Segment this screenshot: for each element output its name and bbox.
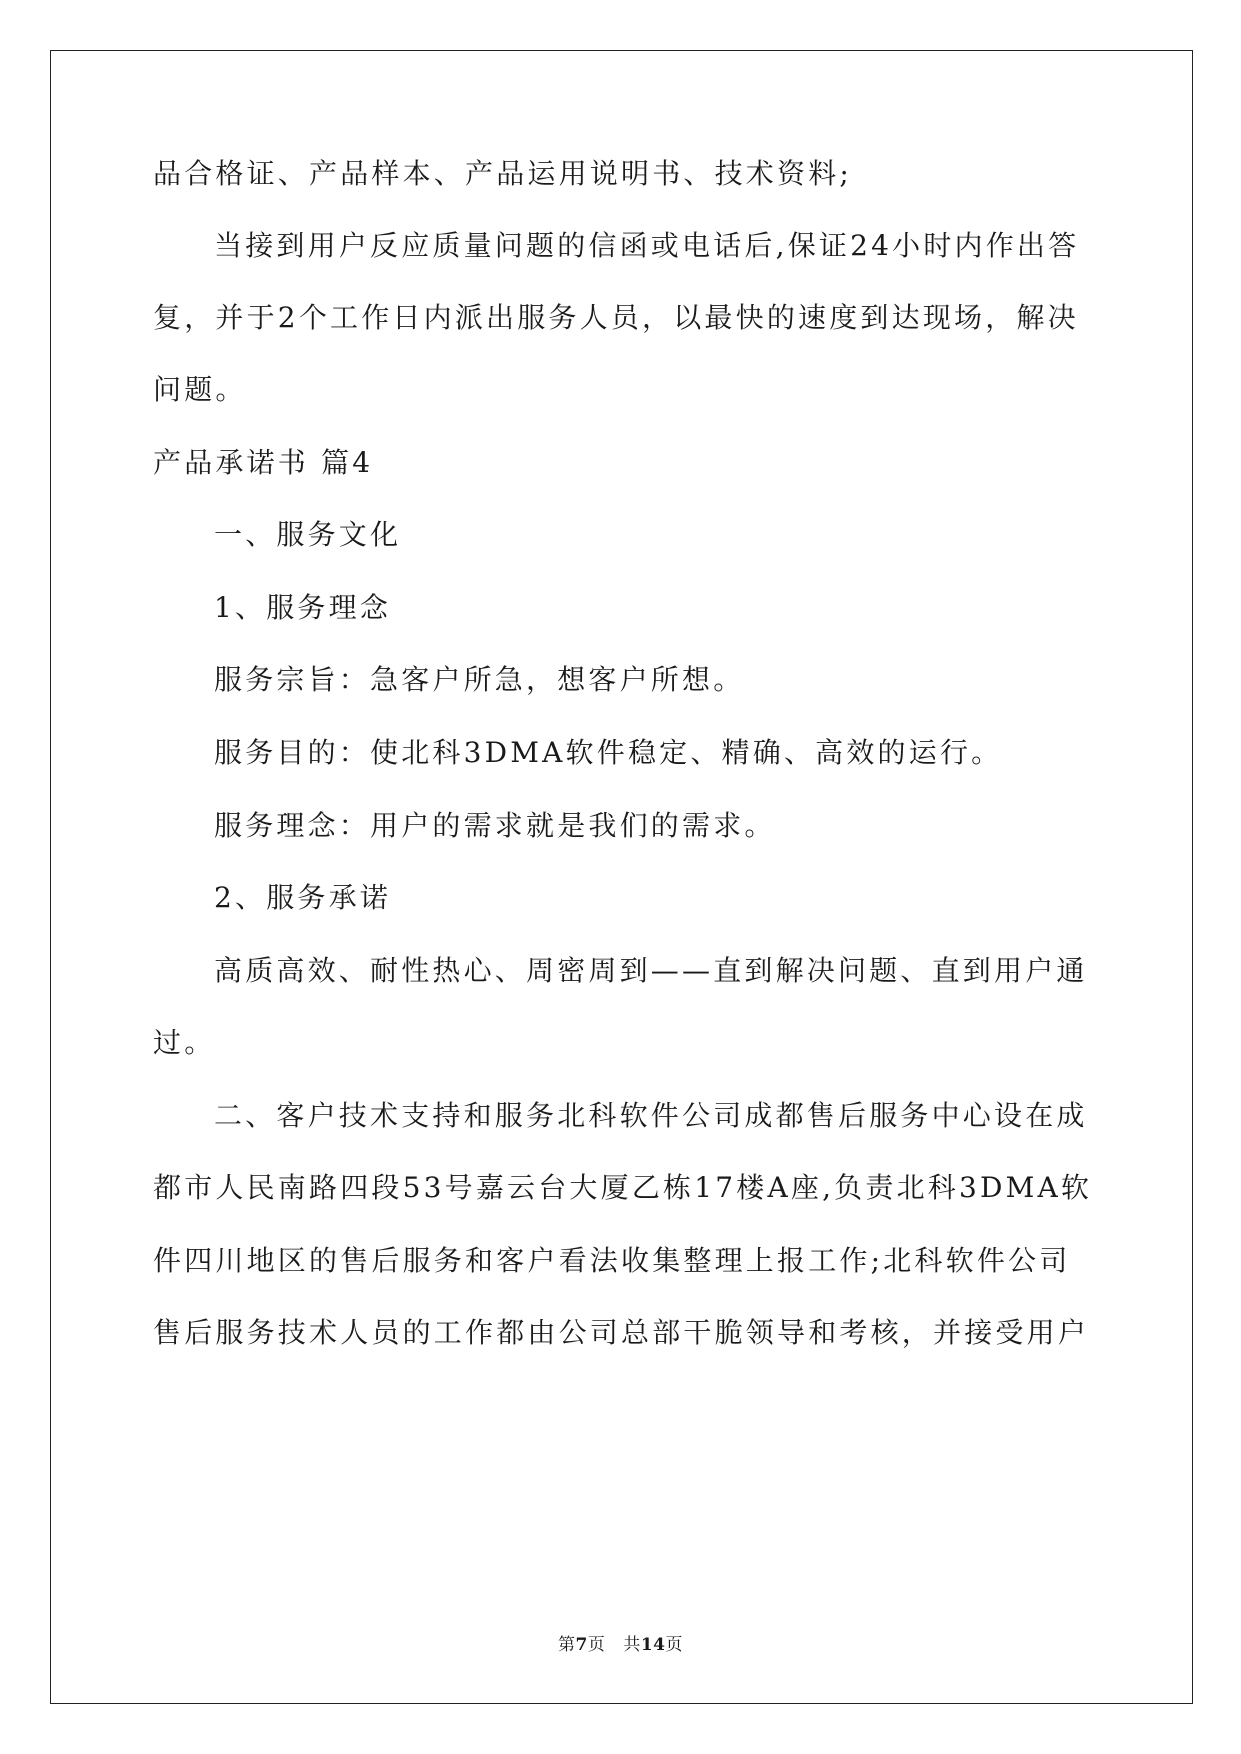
- total-pages: 14: [640, 1635, 666, 1655]
- text-line: 当接到用户反应质量问题的信函或电话后,保证24小时内作出答: [214, 229, 1080, 262]
- text-line: 售后服务技术人员的工作都由公司总部干脆领导和考核，并接受用户: [153, 1316, 1090, 1349]
- page-number: 7: [575, 1635, 588, 1655]
- section-heading: 产品承诺书 篇4: [153, 446, 374, 479]
- page-suffix: 页: [587, 1635, 606, 1655]
- text-line: 二、客户技术支持和服务北科软件公司成都售后服务中心设在成: [214, 1099, 1088, 1132]
- total-suffix: 页: [665, 1635, 683, 1655]
- text-line: 都市人民南路四段53号嘉云台大厦乙栋17楼A座,负责北科3DMA软: [153, 1171, 1093, 1204]
- text-line: 2、服务承诺: [214, 881, 392, 914]
- text-line: 1、服务理念: [214, 591, 392, 624]
- text-line: 高质高效、耐性热心、周密周到——直到解决问题、直到用户通: [214, 954, 1088, 987]
- text-line: 服务宗旨：急客户所急，想客户所想。: [214, 663, 745, 696]
- text-line: 一、服务文化: [214, 518, 402, 551]
- text-line: 过。: [153, 1026, 216, 1059]
- text-line: 服务理念：用户的需求就是我们的需求。: [214, 809, 776, 842]
- text-line: 复，并于2个工作日内派出服务人员，以最快的速度到达现场，解决: [153, 301, 1079, 334]
- text-line: 品合格证、产品样本、产品运用说明书、技术资料;: [153, 157, 853, 190]
- text-line: 件四川地区的售后服务和客户看法收集整理上报工作;北科软件公司: [153, 1244, 1071, 1277]
- text-line: 问题。: [153, 373, 247, 406]
- text-line: 服务目的：使北科3DMA软件稳定、精确、高效的运行。: [214, 736, 1003, 769]
- page-footer: [0, 1630, 1241, 1655]
- total-prefix: 共: [623, 1635, 641, 1655]
- page-prefix: 第: [557, 1635, 576, 1655]
